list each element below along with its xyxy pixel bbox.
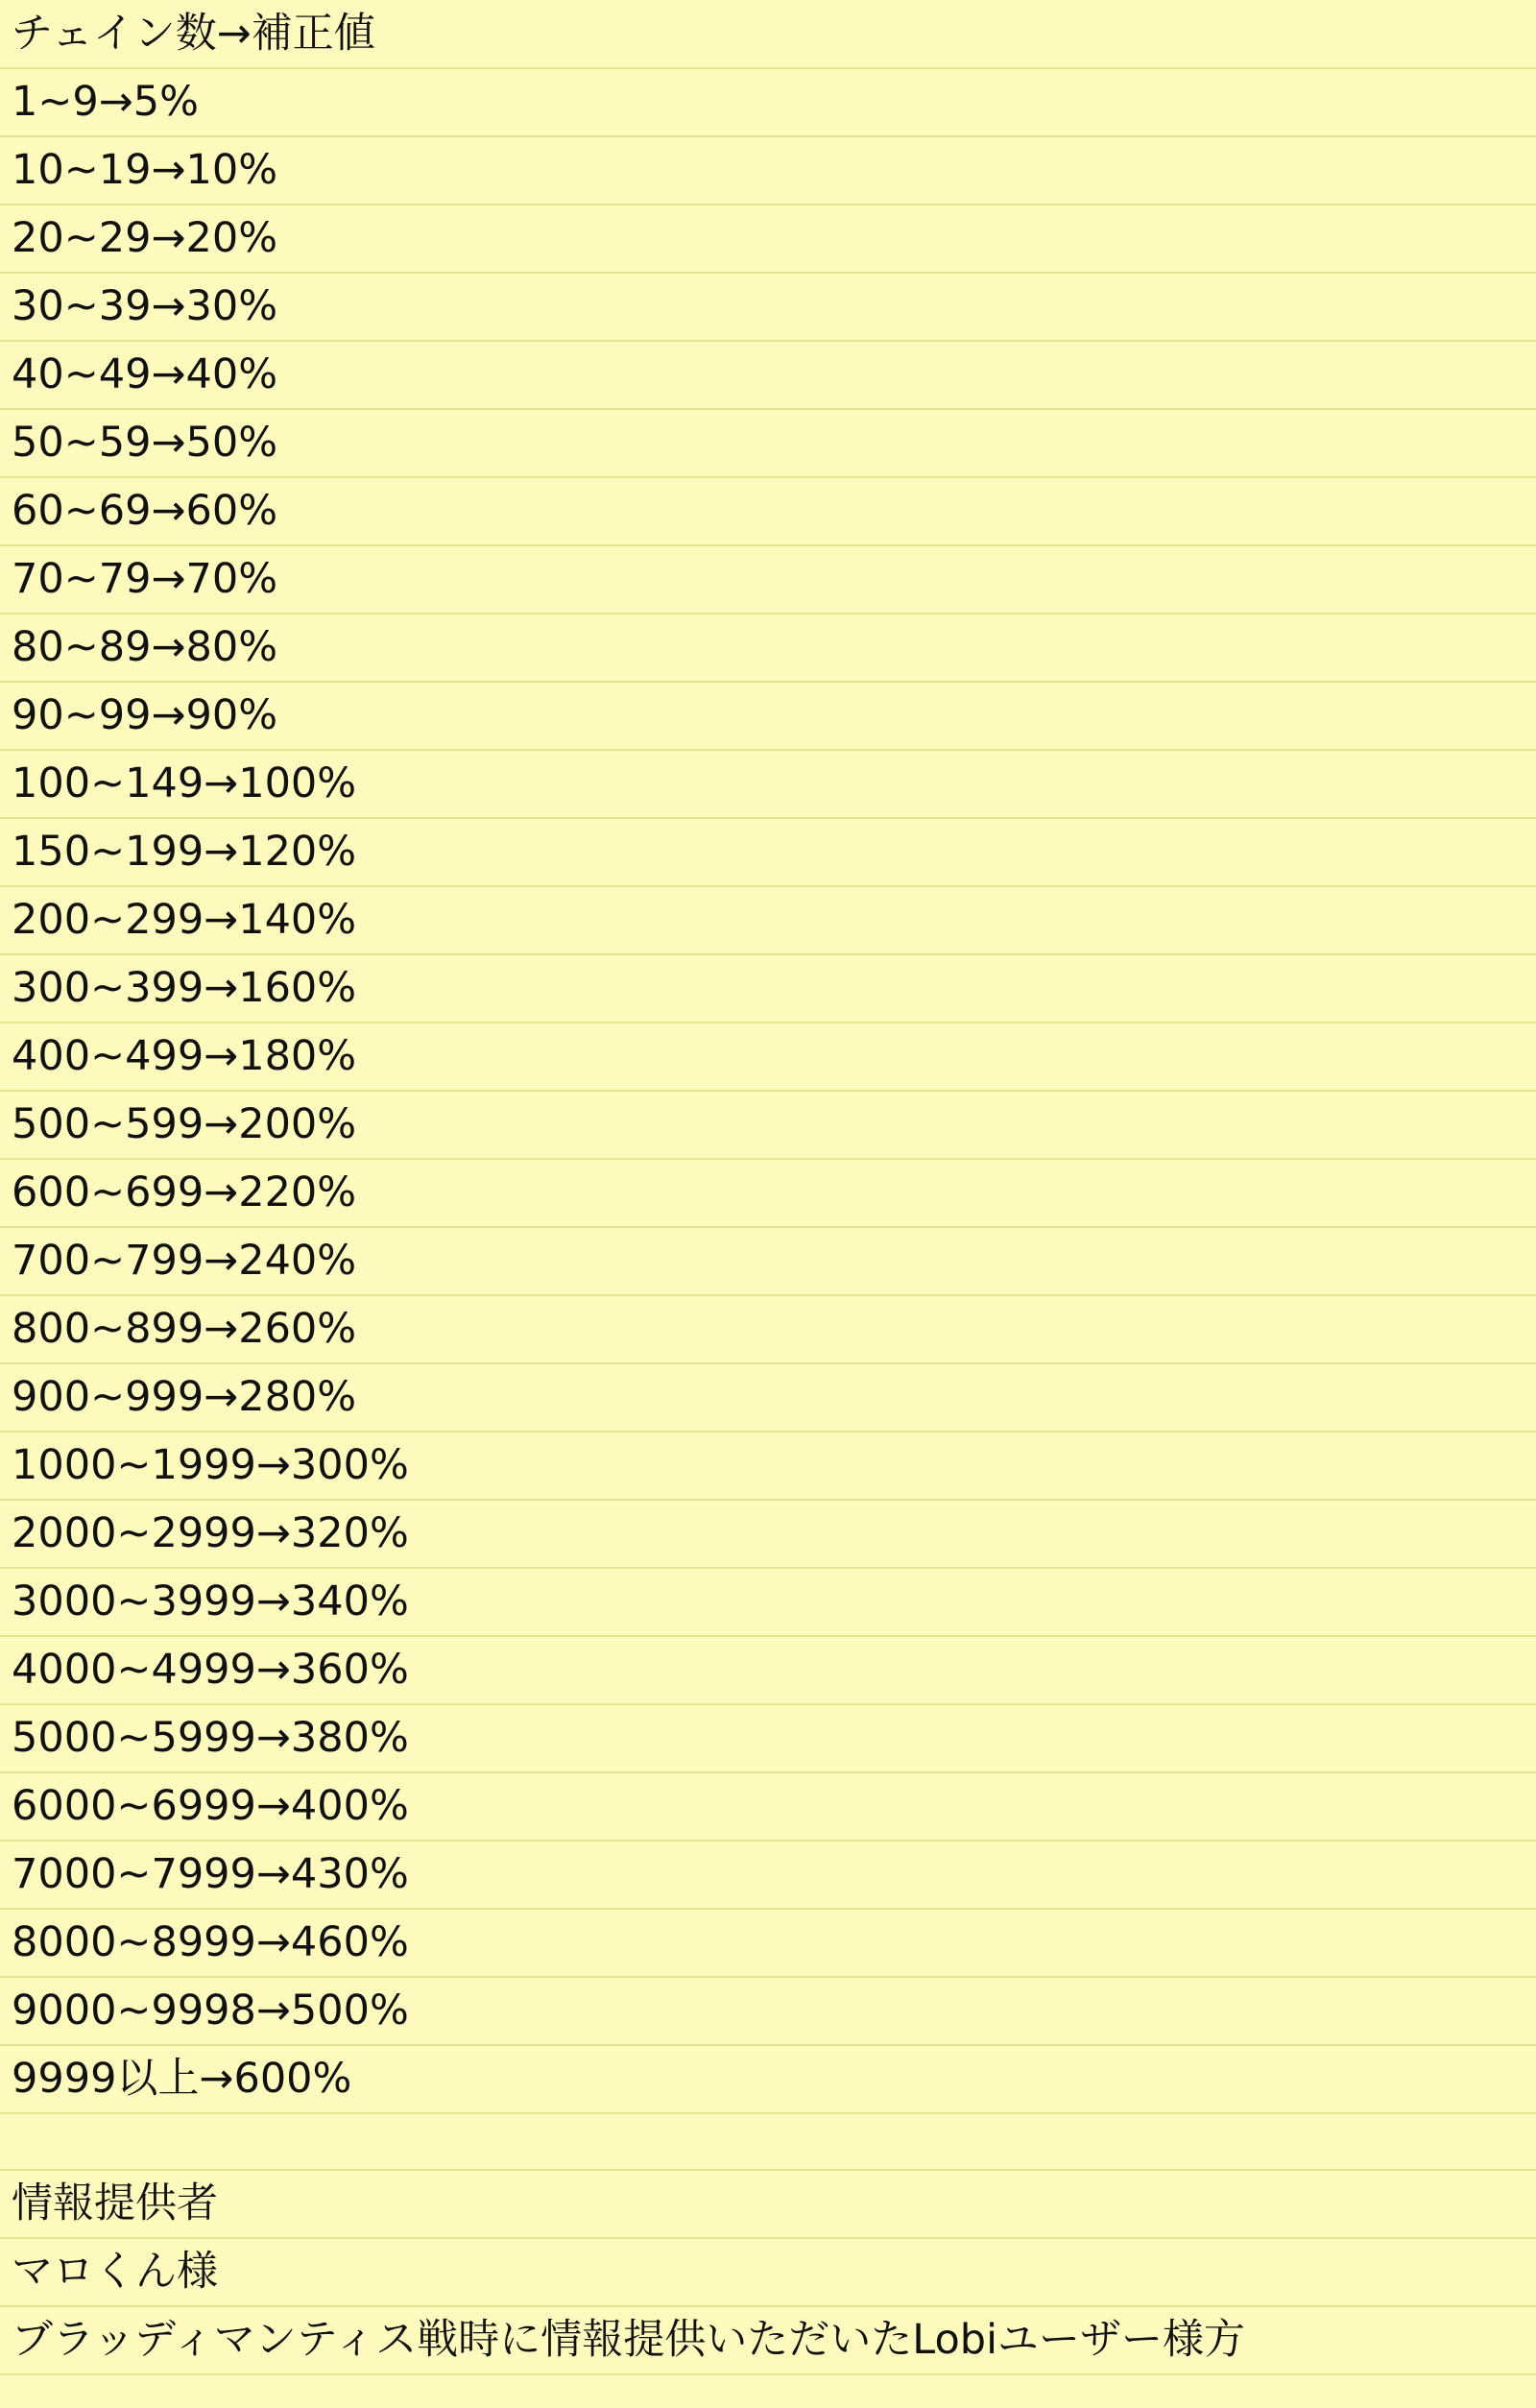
memo-line: 80~89→80% [0,614,1536,683]
memo-line: 800~899→260% [0,1296,1536,1364]
memo-line: 20~29→20% [0,205,1536,274]
memo-line: 4000~4999→360% [0,1637,1536,1705]
memo-line: 600~699→220% [0,1160,1536,1228]
memo-line: 10~19→10% [0,137,1536,205]
memo-line: 200~299→140% [0,887,1536,955]
memo-line-header: チェイン数→補正値 [0,1,1536,69]
memo-line: 70~79→70% [0,546,1536,614]
memo-line-credit: ブラッディマンティス戦時に情報提供いただいたLobiユーザー様方 [0,2307,1536,2375]
memo-line: 1~9→5% [0,69,1536,137]
memo-line: 6000~6999→400% [0,1773,1536,1842]
memo-line: 500~599→200% [0,1092,1536,1160]
memo-line-credit: マロくん様 [0,2239,1536,2307]
memo-line: 7000~7999→430% [0,1842,1536,1910]
memo-line: 40~49→40% [0,342,1536,410]
memo-line: 3000~3999→340% [0,1569,1536,1637]
memo-line: 300~399→160% [0,955,1536,1023]
memo-line: 50~59→50% [0,410,1536,478]
memo-line: 1000~1999→300% [0,1433,1536,1501]
memo-line: 8000~8999→460% [0,1910,1536,1978]
memo-line: 5000~5999→380% [0,1705,1536,1773]
memo-blank-line [0,2114,1536,2171]
memo-line: 60~69→60% [0,478,1536,546]
memo-line: 900~999→280% [0,1364,1536,1433]
memo-line: 2000~2999→320% [0,1501,1536,1569]
memo-line: 700~799→240% [0,1228,1536,1296]
memo-line: 9000~9998→500% [0,1978,1536,2046]
memo-line: 150~199→120% [0,819,1536,887]
memo-line-credits-heading: 情報提供者 [0,2171,1536,2239]
memo-line: 100~149→100% [0,751,1536,819]
memo-line: 30~39→30% [0,274,1536,342]
memo-line: 400~499→180% [0,1023,1536,1092]
memo-line: 90~99→90% [0,683,1536,751]
memo-line: 9999以上→600% [0,2046,1536,2114]
